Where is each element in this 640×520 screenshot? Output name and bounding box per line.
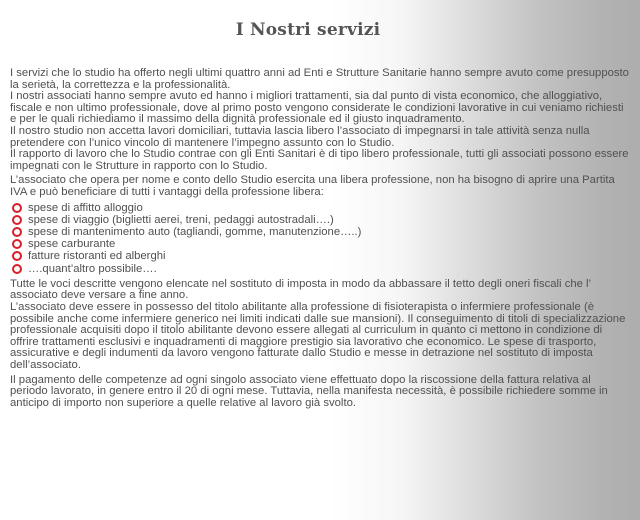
red-circle-bullet-icon (12, 215, 22, 225)
list-item-label: spese di affitto alloggio (28, 201, 143, 214)
list-item (10, 226, 630, 238)
payment-paragraph: Il pagamento delle competenze ad ogni singolo associato viene effettuato dopo la riscossione della fattura relativa al periodo lavorato, in genere entro il 20 di ogni mese. Tuttavia, nella manifesta necessità, è possibile richiedere somme in anticipo di importo non superiore a quelle relative al lavoro già svolto. (10, 373, 608, 409)
red-circle-bullet-icon (12, 239, 22, 249)
home-work-paragraph: Il nostro studio non accetta lavori domiciliari, tuttavia lascia libero l’associato di impegnarsi in tale attività senza nulla pretendere con l’unico vincolo di mantenere l’impegno assunto con lo Studio. (10, 124, 590, 149)
page-title: I Nostri servizi (235, 20, 381, 40)
benefits-list (10, 202, 630, 275)
list-item-label: ….quant’altro possibile…. (28, 262, 157, 275)
list-item-label: spese di viaggio (biglietti aerei, treni, pedaggi autostradali….) (28, 213, 334, 226)
red-circle-bullet-icon (12, 203, 22, 213)
services-content (10, 68, 630, 412)
tax-paragraph: Tutte le voci descritte vengono elencate nel sostituto di imposta in modo da abbassare il tetto degli oneri fiscali che l’ associato deve versare a fine anno. (10, 277, 591, 302)
list-item (10, 202, 630, 214)
treatment-paragraph: I nostri associati hanno sempre avuto ed hanno i migliori trattamenti, sia dal punto di vista economico, che alloggiativo, fiscale e non ultimo professionale, dove al primo posto vengono considerate le condizioni lavorative in cui veniamo richiesti e per le quali richiediamo il massimo della dignità professionale ed il giusto inquadramento. (10, 90, 624, 126)
list-item (10, 250, 630, 262)
list-item-label: fatture ristoranti ed alberghi (28, 250, 166, 263)
list-item-label: spese carburante (28, 238, 116, 251)
employment-paragraph: Il rapporto di lavoro che lo Studio contrae con gli Enti Sanitari è di tipo libero professionale, tutti gli associati possono essere impegnati con le Strutture in rapporto con lo Studio. (10, 148, 629, 172)
list-item (10, 238, 630, 250)
intro-paragraph: I servizi che lo studio ha offerto negli ultimi quattro anni ad Enti e Strutture Sanitarie hanno sempre avuto come presupposto la serietà, la correttezza e la professionalità. (10, 67, 629, 91)
red-circle-bullet-icon (12, 251, 22, 261)
benefits-intro-paragraph: L’associato che opera per nome e conto dello Studio esercita una libera professione, non ha bisogno di aprire una Partita IVA e può beneficiare di tutti i vantaggi della professione libera: (10, 174, 615, 198)
list-item (10, 263, 630, 275)
red-circle-bullet-icon (12, 264, 22, 274)
requirements-paragraph: L’associato deve essere in possesso del titolo abilitante alla professione di fisioterapista o infermiere professionale (è possibile anche come infermiere generico nei limiti indicati dalle sue mansioni). Il conseguimento di titoli di specializzazione professionale acquisiti dopo il titolo abilitante devono essere allegati al curriculum in quanto ci mettono in condizione di offrire trattamenti esclusivi e inquadramenti di maggiore prestigio sia lavorativo che economico. Le spese di trasporto, assicurative e degli indumenti da lavoro vengono fatturate dallo Studio e messe in detrazione nel sostituto di imposta dell’associato. (10, 300, 626, 371)
list-item-label: spese di mantenimento auto (tagliandi, gomme, manutenzione…..) (28, 225, 362, 238)
list-item (10, 214, 630, 226)
red-circle-bullet-icon (12, 227, 22, 237)
